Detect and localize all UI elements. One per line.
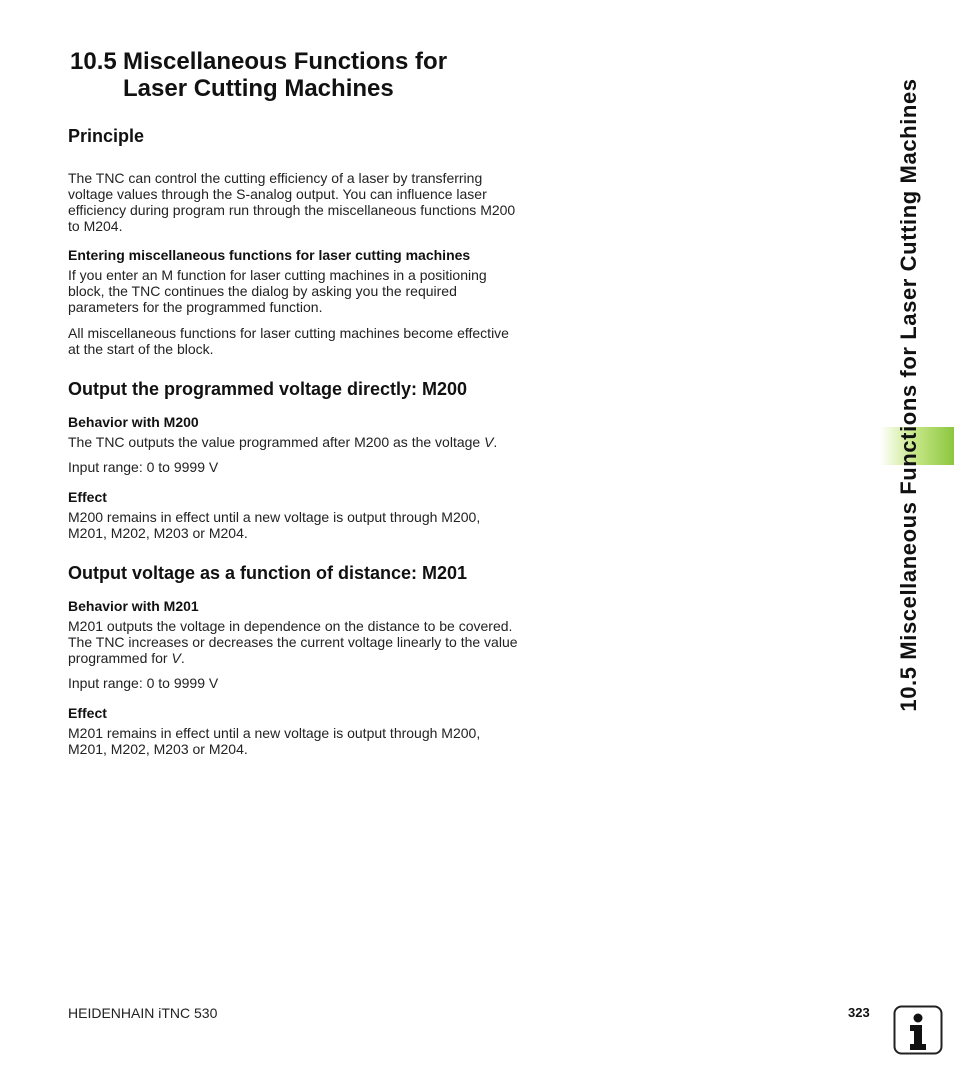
m201-behavior-text: M201 outputs the voltage in dependence on the distance to be covered. The TNC increases or decreases the current voltage linearly to the value programmed for V.	[68, 618, 518, 666]
entering-subheading: Entering miscellaneous functions for laser cutting machines	[68, 247, 471, 263]
principle-paragraph: The TNC can control the cutting efficiency of a laser by transferring voltage values through the S-analog output. You can influence laser efficiency during program run through the miscellaneous functions M200 to M204.	[68, 170, 516, 234]
m200-behavior-heading: Behavior with M200	[68, 414, 199, 430]
m201-behavior-heading: Behavior with M201	[68, 598, 199, 614]
footer-brand: HEIDENHAIN iTNC 530	[68, 1005, 218, 1021]
m201-effect-heading: Effect	[68, 705, 107, 721]
m200-effect-text: M200 remains in effect until a new voltage is output through M200, M201, M202, M203 or M204.	[68, 509, 481, 541]
chapter-title-line2: Laser Cutting Machines	[123, 75, 394, 102]
principle-heading: Principle	[68, 126, 145, 146]
m200-heading: Output the programmed voltage directly: M200	[68, 379, 468, 399]
info-icon	[893, 1005, 943, 1055]
page-content	[68, 126, 518, 757]
m201-effect-text: M201 remains in effect until a new voltage is output through M200, M201, M202, M203 or M204.	[68, 725, 481, 757]
effective-paragraph: All miscellaneous functions for laser cutting machines become effective at the start of the block.	[68, 325, 509, 357]
m201-heading: Output voltage as a function of distance: M201	[68, 563, 468, 583]
page-number: 323	[848, 1005, 870, 1020]
chapter-number: 10.5	[70, 48, 117, 75]
chapter-title	[70, 48, 447, 102]
chapter-title-line1: Miscellaneous Functions for	[123, 48, 448, 75]
voltage-variable: V	[171, 650, 181, 666]
m200-effect-heading: Effect	[68, 489, 107, 505]
m200-behavior-text: The TNC outputs the value programmed after M200 as the voltage V.	[68, 434, 498, 450]
side-chapter-title-text: 10.5 Miscellaneous Functions for Laser Cutting Machines	[896, 78, 921, 712]
voltage-variable: V	[484, 434, 494, 450]
entering-paragraph: If you enter an M function for laser cutting machines in a positioning block, the TNC continues the dialog by asking you the required parameters for the programmed function.	[68, 267, 487, 315]
m200-input-range: Input range: 0 to 9999 V	[68, 459, 219, 475]
m201-input-range: Input range: 0 to 9999 V	[68, 675, 219, 691]
